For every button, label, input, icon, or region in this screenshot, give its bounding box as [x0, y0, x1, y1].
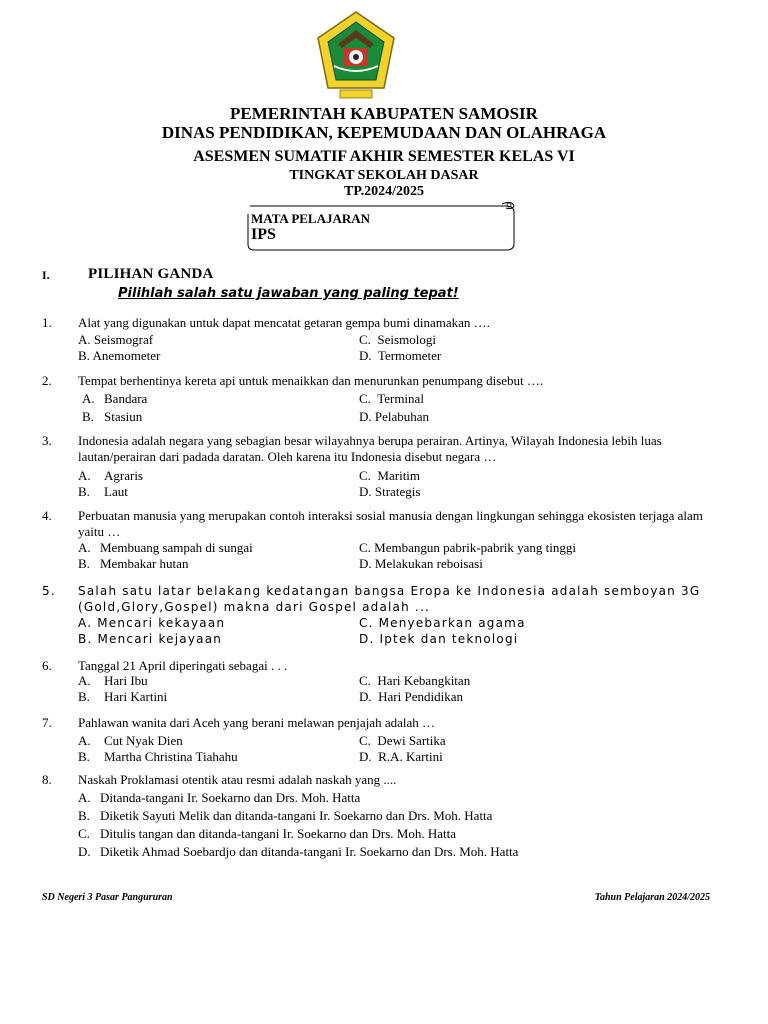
question-number: 6. — [42, 658, 52, 673]
question-number: 2. — [42, 373, 52, 388]
option-letter: C. — [359, 468, 371, 483]
option-letter: C. — [359, 673, 371, 688]
option-letter: B. — [78, 484, 90, 499]
option-letter: A. — [78, 733, 91, 748]
header-government: PEMERINTAH KABUPATEN SAMOSIR — [230, 104, 538, 123]
option-text: Bandara — [104, 391, 148, 406]
option-a[interactable] — [78, 540, 253, 556]
option-b[interactable] — [78, 749, 238, 765]
kabupaten-samosir-logo-icon — [314, 10, 398, 102]
option-text: Diketik Sayuti Melik dan ditanda-tangani Ir. Soekarno dan Drs. Moh. Hatta — [100, 808, 493, 823]
question-number: 5. — [42, 584, 56, 598]
option-letter: D. — [359, 689, 372, 704]
option-letter: D. — [78, 844, 91, 859]
option-letter: D. — [359, 348, 372, 363]
option-c[interactable] — [359, 615, 526, 631]
question-stem: Pahlawan wanita dari Aceh yang berani melawan penjajah adalah … — [78, 715, 435, 730]
option-d[interactable] — [359, 484, 420, 500]
option-d[interactable] — [359, 348, 441, 364]
option-text: Hari Kartini — [104, 689, 168, 704]
question-stem: Salah satu latar belakang kedatangan bangsa Eropa ke Indonesia adalah semboyan 3G (Gold,Glory,Gospel) makna dari Gospel adalah ... — [78, 584, 701, 614]
option-text: Membuang sampah di sungai — [100, 540, 253, 555]
option-text: Seismologi — [377, 332, 436, 347]
option-text: Termometer — [377, 348, 442, 363]
option-text: Agraris — [104, 468, 143, 483]
option-d[interactable] — [359, 631, 518, 647]
question-number: 8. — [42, 772, 52, 787]
option-c[interactable] — [359, 332, 436, 348]
question-number: 7. — [42, 715, 52, 730]
section-title: PILIHAN GANDA — [88, 266, 214, 282]
option-c[interactable] — [359, 391, 424, 407]
option-text: Menyebarkan agama — [378, 616, 526, 630]
option-letter: D. — [359, 632, 375, 646]
option-letter: B. — [78, 749, 90, 764]
option-letter: B. — [78, 689, 90, 704]
option-text: Strategis — [374, 484, 421, 499]
header-level: TINGKAT SEKOLAH DASAR — [289, 168, 479, 183]
option-text: Laut — [104, 484, 128, 499]
option-letter: C. — [359, 391, 371, 406]
option-d[interactable] — [359, 556, 483, 572]
option-b[interactable] — [78, 689, 167, 705]
option-text: Mencari kekayaan — [97, 616, 226, 630]
option-letter: D. — [359, 409, 372, 424]
option-c[interactable] — [78, 826, 456, 842]
section-number: I. — [42, 268, 50, 282]
option-letter: A. — [78, 673, 91, 688]
option-letter: A. — [78, 540, 91, 555]
question-number: 1. — [42, 315, 52, 330]
option-letter: B. — [78, 556, 90, 571]
option-a[interactable] — [78, 332, 153, 348]
option-letter: A. — [78, 790, 91, 805]
option-text: Ditanda-tangani Ir. Soekarno dan Drs. Moh. Hatta — [100, 790, 361, 805]
option-letter: D. — [359, 749, 372, 764]
question-number: 4. — [42, 508, 52, 523]
option-letter: A. — [78, 332, 91, 347]
option-a[interactable] — [78, 615, 225, 631]
subject-label: MATA PELAJARAN — [251, 211, 371, 226]
option-text: R.A. Kartini — [378, 749, 443, 764]
option-text: Diketik Ahmad Soebardjo dan ditanda-tangani Ir. Soekarno dan Drs. Moh. Hatta — [100, 844, 519, 859]
option-text: Hari Pendidikan — [378, 689, 463, 704]
option-letter: C. — [78, 826, 90, 841]
option-text: Martha Christina Tiahahu — [104, 749, 238, 764]
option-c[interactable] — [359, 540, 576, 556]
option-letter: B. — [78, 632, 93, 646]
option-letter: A. — [78, 616, 93, 630]
question-stem: Tempat berhentinya kereta api untuk menaikkan dan menurunkan penumpang disebut …. — [78, 373, 544, 388]
option-a[interactable] — [82, 391, 147, 407]
option-letter: B. — [78, 808, 90, 823]
option-c[interactable] — [359, 733, 446, 749]
question-stem: Naskah Proklamasi otentik atau resmi adalah naskah yang .... — [78, 772, 397, 787]
option-letter: A. — [82, 391, 95, 406]
option-text: Ditulis tangan dan ditanda-tangani Ir. Soekarno dan Drs. Moh. Hatta — [100, 826, 456, 841]
option-text: Hari Ibu — [104, 673, 148, 688]
option-letter: B. — [78, 348, 90, 363]
option-text: Membangun pabrik-pabrik yang tinggi — [374, 540, 576, 555]
option-c[interactable] — [359, 673, 470, 689]
option-d[interactable] — [359, 689, 463, 705]
footer-academic-year: Tahun Pelajaran 2024/2025 — [594, 892, 710, 903]
option-b[interactable] — [78, 484, 128, 500]
option-letter: B. — [82, 409, 94, 424]
option-d[interactable] — [78, 844, 518, 860]
option-a[interactable] — [78, 468, 143, 484]
option-text: Terminal — [377, 391, 424, 406]
option-b[interactable] — [78, 348, 160, 364]
option-b[interactable] — [82, 409, 142, 425]
option-text: Anemometer — [92, 348, 161, 363]
option-letter: D. — [359, 484, 372, 499]
option-d[interactable] — [359, 749, 443, 765]
option-text: Dewi Sartika — [377, 733, 446, 748]
question-stem: Alat yang digunakan untuk dapat mencatat getaran gempa bumi dinamakan …. — [78, 315, 490, 330]
option-letter: C. — [359, 540, 371, 555]
option-letter: C. — [359, 332, 371, 347]
option-c[interactable] — [359, 468, 420, 484]
option-letter: C. — [359, 733, 371, 748]
option-d[interactable] — [359, 409, 429, 425]
option-text: Stasiun — [104, 409, 143, 424]
option-a[interactable] — [78, 733, 183, 749]
option-a[interactable] — [78, 790, 360, 806]
question-stem: Perbuatan manusia yang merupakan contoh interaksi sosial manusia dengan lingkungan sehingga ekosisten terjaga alam yaitu … — [78, 508, 703, 539]
option-b[interactable] — [78, 556, 188, 572]
section-instruction: Pilihlah salah satu jawaban yang paling tepat! — [118, 286, 459, 301]
option-text: Hari Kebangkitan — [377, 673, 471, 688]
option-text: Maritim — [377, 468, 421, 483]
option-text: Mencari kejayaan — [97, 632, 223, 646]
option-text: Membakar hutan — [100, 556, 189, 571]
option-text: Iptek dan teknologi — [379, 632, 519, 646]
subject-value: IPS — [251, 226, 276, 243]
option-text: Seismograf — [93, 332, 154, 347]
option-text: Pelabuhan — [374, 409, 430, 424]
option-b[interactable] — [78, 631, 222, 647]
question-stem: Indonesia adalah negara yang sebagian besar wilayahnya berupa perairan. Artinya, Wilayah Indonesia lebih luas lautan/perairan dari padada daratan. Oleh karena itu Indonesia disebut negara … — [78, 433, 662, 464]
option-text: Melakukan reboisasi — [374, 556, 483, 571]
option-letter: A. — [78, 468, 91, 483]
header-department: DINAS PENDIDIKAN, KEPEMUDAAN DAN OLAHRAGA — [161, 123, 607, 142]
option-text: Cut Nyak Dien — [104, 733, 183, 748]
footer-school-name: SD Negeri 3 Pasar Pangururan — [42, 892, 173, 903]
question-number: 3. — [42, 433, 52, 448]
header-exam-title: ASESMEN SUMATIF AKHIR SEMESTER KELAS VI — [193, 148, 575, 165]
option-letter: D. — [359, 556, 372, 571]
option-letter: C. — [359, 616, 374, 630]
option-a[interactable] — [78, 673, 148, 689]
header-year: TP.2024/2025 — [344, 184, 424, 199]
option-b[interactable] — [78, 808, 492, 824]
question-stem: Tanggal 21 April diperingati sebagai . . . — [78, 658, 288, 673]
